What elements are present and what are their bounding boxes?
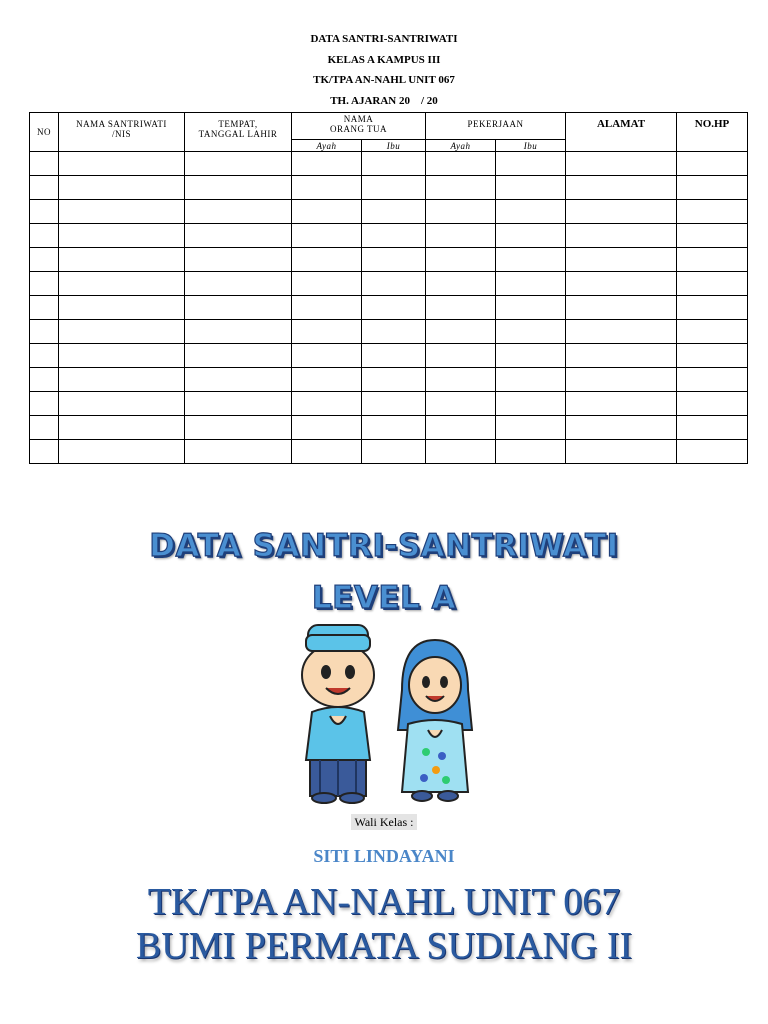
table-cell	[185, 296, 292, 320]
table-cell	[362, 320, 426, 344]
table-cell	[59, 224, 185, 248]
table-cell	[362, 248, 426, 272]
table-cell	[426, 152, 496, 176]
document-header	[0, 29, 768, 111]
col-header-orangtua-line2: ORANG TUA	[329, 124, 388, 134]
table-cell	[362, 200, 426, 224]
table-cell	[677, 176, 748, 200]
table-row	[30, 272, 748, 296]
table-cell	[496, 152, 566, 176]
table-cell	[185, 272, 292, 296]
table-cell	[566, 248, 677, 272]
table-cell	[426, 440, 496, 464]
table-cell	[30, 176, 59, 200]
table-cell	[496, 176, 566, 200]
table-cell	[362, 416, 426, 440]
table-cell	[426, 392, 496, 416]
table-cell	[59, 320, 185, 344]
table-cell	[677, 224, 748, 248]
table-cell	[496, 224, 566, 248]
table-cell	[292, 416, 362, 440]
table-cell	[426, 344, 496, 368]
table-cell	[292, 248, 362, 272]
table-cell	[30, 272, 59, 296]
table-row	[30, 176, 748, 200]
table-cell	[362, 392, 426, 416]
col-header-nama: NAMA SANTRIWATI /NIS	[59, 113, 185, 152]
wali-kelas-label	[0, 815, 768, 830]
table-cell	[30, 440, 59, 464]
header-school: TK/TPA AN-NAHL UNIT 067	[313, 74, 455, 86]
table-cell	[496, 344, 566, 368]
table-cell	[426, 200, 496, 224]
col-header-orangtua	[292, 113, 426, 140]
table-cell	[292, 296, 362, 320]
table-cell	[59, 392, 185, 416]
table-cell	[292, 200, 362, 224]
table-cell	[566, 344, 677, 368]
table-cell	[362, 224, 426, 248]
table-cell	[292, 368, 362, 392]
table-cell	[362, 296, 426, 320]
col-header-no: NO	[30, 113, 59, 152]
table-cell	[59, 248, 185, 272]
cover-level: LEVEL A	[311, 580, 457, 616]
table-cell	[677, 272, 748, 296]
table-cell	[566, 224, 677, 248]
table-cell	[185, 440, 292, 464]
table-row	[30, 368, 748, 392]
wali-kelas-text: Wali Kelas :	[351, 814, 416, 830]
table-cell	[677, 344, 748, 368]
col-header-hp: NO.HP	[677, 113, 748, 152]
table-cell	[30, 320, 59, 344]
girl-figure	[398, 640, 472, 801]
subheader-ayah: Ayah	[292, 140, 362, 152]
table-cell	[362, 176, 426, 200]
table-cell	[59, 440, 185, 464]
table-row	[30, 320, 748, 344]
table-cell	[30, 344, 59, 368]
table-cell	[496, 392, 566, 416]
subheader-ibu: Ibu	[496, 140, 566, 152]
table-cell	[59, 176, 185, 200]
table-cell	[185, 392, 292, 416]
table-cell	[677, 200, 748, 224]
table-cell	[426, 224, 496, 248]
table-cell	[677, 152, 748, 176]
table-row	[30, 200, 748, 224]
table-cell	[185, 416, 292, 440]
table-row	[30, 248, 748, 272]
table-cell	[677, 392, 748, 416]
col-header-orangtua-line1: NAMA	[343, 114, 374, 124]
table-cell	[185, 200, 292, 224]
table-row	[30, 440, 748, 464]
table-cell	[496, 296, 566, 320]
col-header-ttl-line1: TEMPAT,	[218, 119, 258, 129]
table-cell	[566, 440, 677, 464]
table-cell	[426, 320, 496, 344]
cover-title: DATA SANTRI-SANTRIWATI	[149, 528, 619, 564]
muslim-kids-illustration	[290, 620, 480, 805]
table-cell	[426, 296, 496, 320]
table-cell	[362, 440, 426, 464]
table-cell	[30, 200, 59, 224]
table-row	[30, 224, 748, 248]
header-year: TH. AJARAN 20 / 20	[330, 94, 438, 107]
table-cell	[677, 416, 748, 440]
table-cell	[292, 440, 362, 464]
table-cell	[30, 296, 59, 320]
table-cell	[30, 392, 59, 416]
table-cell	[677, 368, 748, 392]
teacher-name: SITI LINDAYANI	[313, 846, 455, 866]
table-cell	[426, 416, 496, 440]
boy-figure	[302, 625, 374, 803]
table-cell	[426, 368, 496, 392]
col-header-pekerjaan: PEKERJAAN	[426, 113, 566, 140]
subheader-ibu: Ibu	[362, 140, 426, 152]
table-cell	[59, 272, 185, 296]
table-row	[30, 296, 748, 320]
table-cell	[185, 368, 292, 392]
table-cell	[496, 440, 566, 464]
table-cell	[292, 224, 362, 248]
table-cell	[362, 368, 426, 392]
student-data-table	[29, 112, 748, 464]
table-cell	[30, 152, 59, 176]
table-cell	[566, 416, 677, 440]
table-cell	[496, 368, 566, 392]
table-cell	[677, 440, 748, 464]
table-cell	[566, 320, 677, 344]
header-class: KELAS A KAMPUS III	[327, 53, 441, 66]
table-cell	[30, 368, 59, 392]
table-cell	[185, 320, 292, 344]
table-cell	[59, 368, 185, 392]
table-cell	[59, 200, 185, 224]
table-cell	[362, 152, 426, 176]
table-cell	[292, 176, 362, 200]
table-cell	[362, 344, 426, 368]
table-row	[30, 152, 748, 176]
table-cell	[426, 272, 496, 296]
col-header-alamat: ALAMAT	[566, 113, 677, 152]
table-cell	[185, 344, 292, 368]
table-cell	[496, 320, 566, 344]
table-cell	[185, 224, 292, 248]
table-cell	[30, 248, 59, 272]
school-location: BUMI PERMATA SUDIANG II	[135, 925, 633, 967]
table-body	[30, 152, 748, 464]
school-name: TK/TPA AN-NAHL UNIT 067	[147, 881, 621, 923]
col-header-ttl-line2: TANGGAL LAHIR	[198, 129, 278, 139]
table-cell	[185, 176, 292, 200]
table-cell	[566, 392, 677, 416]
table-cell	[59, 296, 185, 320]
table-cell	[566, 272, 677, 296]
table-cell	[59, 152, 185, 176]
table-cell	[496, 416, 566, 440]
table-cell	[292, 272, 362, 296]
table-cell	[496, 248, 566, 272]
table-cell	[496, 272, 566, 296]
table-cell	[566, 368, 677, 392]
table-cell	[426, 248, 496, 272]
table-cell	[30, 416, 59, 440]
table-row	[30, 416, 748, 440]
header-title: DATA SANTRI-SANTRIWATI	[310, 33, 458, 45]
table-cell	[677, 320, 748, 344]
table-cell	[362, 272, 426, 296]
subheader-ayah: Ayah	[426, 140, 496, 152]
table-cell	[292, 320, 362, 344]
table-cell	[566, 152, 677, 176]
table-row	[30, 344, 748, 368]
table-cell	[185, 248, 292, 272]
table-cell	[677, 296, 748, 320]
table-cell	[292, 392, 362, 416]
table-cell	[566, 176, 677, 200]
table-cell	[496, 200, 566, 224]
table-cell	[292, 152, 362, 176]
table-row	[30, 392, 748, 416]
table-cell	[292, 344, 362, 368]
table-cell	[566, 296, 677, 320]
col-header-ttl	[185, 113, 292, 152]
table-cell	[677, 248, 748, 272]
table-cell	[59, 344, 185, 368]
table-cell	[59, 416, 185, 440]
table-cell	[30, 224, 59, 248]
table-cell	[566, 200, 677, 224]
table-cell	[185, 152, 292, 176]
table-cell	[426, 176, 496, 200]
